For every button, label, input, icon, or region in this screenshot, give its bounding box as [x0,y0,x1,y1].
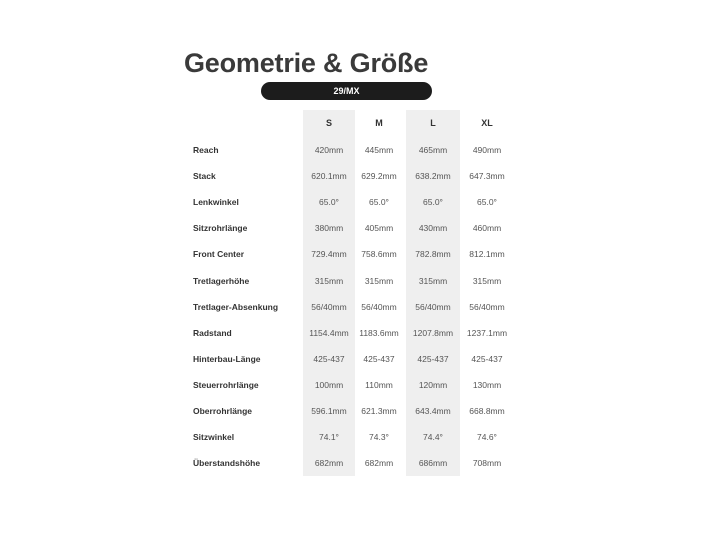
table-cell: 65.0° [423,197,443,208]
table-cell: 56/40mm [469,301,505,312]
table-cell: 130mm [472,379,502,390]
table-cell: 405mm [364,223,394,234]
table-cell: 315mm [472,275,502,286]
table-cell: 420mm [314,145,344,155]
table-cell: 596.1mm [311,406,347,416]
row-label: Überstandshöhe [193,458,261,469]
table-cell: 1183.6mm [359,327,399,338]
size-header-m: M [375,118,383,128]
table-cell: 490mm [472,145,502,155]
table-cell: 647.3mm [469,171,505,182]
table-cell: 65.0° [477,197,497,208]
table-cell: 729.4mm [311,249,347,260]
row-label: Oberrohrlänge [193,406,253,416]
row-label: Sitzwinkel [193,432,235,443]
table-cell: 812.1mm [469,249,505,260]
table-cell: 56/40mm [311,301,347,312]
table-cell: 315mm [364,275,394,286]
page-title: Geometrie & Größe [184,48,429,79]
table-cell: 758.6mm [361,249,397,260]
column-shade [303,110,355,476]
row-label: Radstand [193,327,232,338]
table-cell: 782.8mm [415,249,451,260]
table-cell: 682mm [364,458,394,469]
table-cell: 56/40mm [361,301,397,312]
size-header-l: L [430,118,436,128]
row-label: Sitzrohrlänge [193,223,248,234]
table-cell: 668.8mm [469,406,505,416]
table-cell: 100mm [314,379,344,390]
row-label: Tretlager-Absenkung [193,301,279,312]
table-cell: 708mm [472,458,502,469]
table-cell: 65.0° [369,197,389,208]
table-cell: 74.4° [423,432,443,443]
size-header-xl: XL [481,118,493,128]
table-cell: 460mm [472,223,502,234]
table-cell: 638.2mm [415,171,451,182]
table-cell: 1207.8mm [412,327,454,338]
column-shade [406,110,460,476]
row-label: Steuerrohrlänge [193,379,259,390]
table-cell: 1237.1mm [466,327,508,338]
table-cell: 621.3mm [361,406,397,416]
row-label: Stack [193,171,216,182]
table-cell: 445mm [364,145,394,155]
size-header-s: S [325,118,332,128]
table-cell: 620.1mm [311,171,347,182]
table-cell: 65.0° [319,197,339,208]
table-cell: 110mm [365,379,393,390]
table-cell: 56/40mm [415,301,451,312]
table-cell: 682mm [314,458,344,469]
table-cell: 315mm [418,275,448,286]
table-cell: 425-437 [313,353,345,364]
table-cell: 74.1° [319,432,339,443]
table-cell: 74.3° [369,432,389,443]
table-cell: 629.2mm [361,171,397,182]
row-label: Front Center [193,249,244,260]
table-cell: 425-437 [417,353,449,364]
row-label: Hinterbau-Länge [193,353,261,364]
table-cell: 1154.4mm [309,327,349,338]
row-label: Tretlagerhöhe [193,275,250,286]
row-label: Lenkwinkel [193,197,239,208]
table-cell: 465mm [418,145,448,155]
table-cell: 425-437 [363,353,395,364]
table-cell: 74.6° [477,432,497,443]
table-cell: 120mm [418,379,448,390]
table-cell: 315mm [314,275,344,286]
table-cell: 430mm [418,223,448,234]
table-cell: 686mm [418,458,448,469]
row-label: Reach [193,145,219,155]
wheel-size-tab[interactable]: 29/MX [261,82,432,100]
table-cell: 643.4mm [415,406,451,416]
table-cell: 380mm [314,223,344,234]
table-cell: 425-437 [471,353,503,364]
